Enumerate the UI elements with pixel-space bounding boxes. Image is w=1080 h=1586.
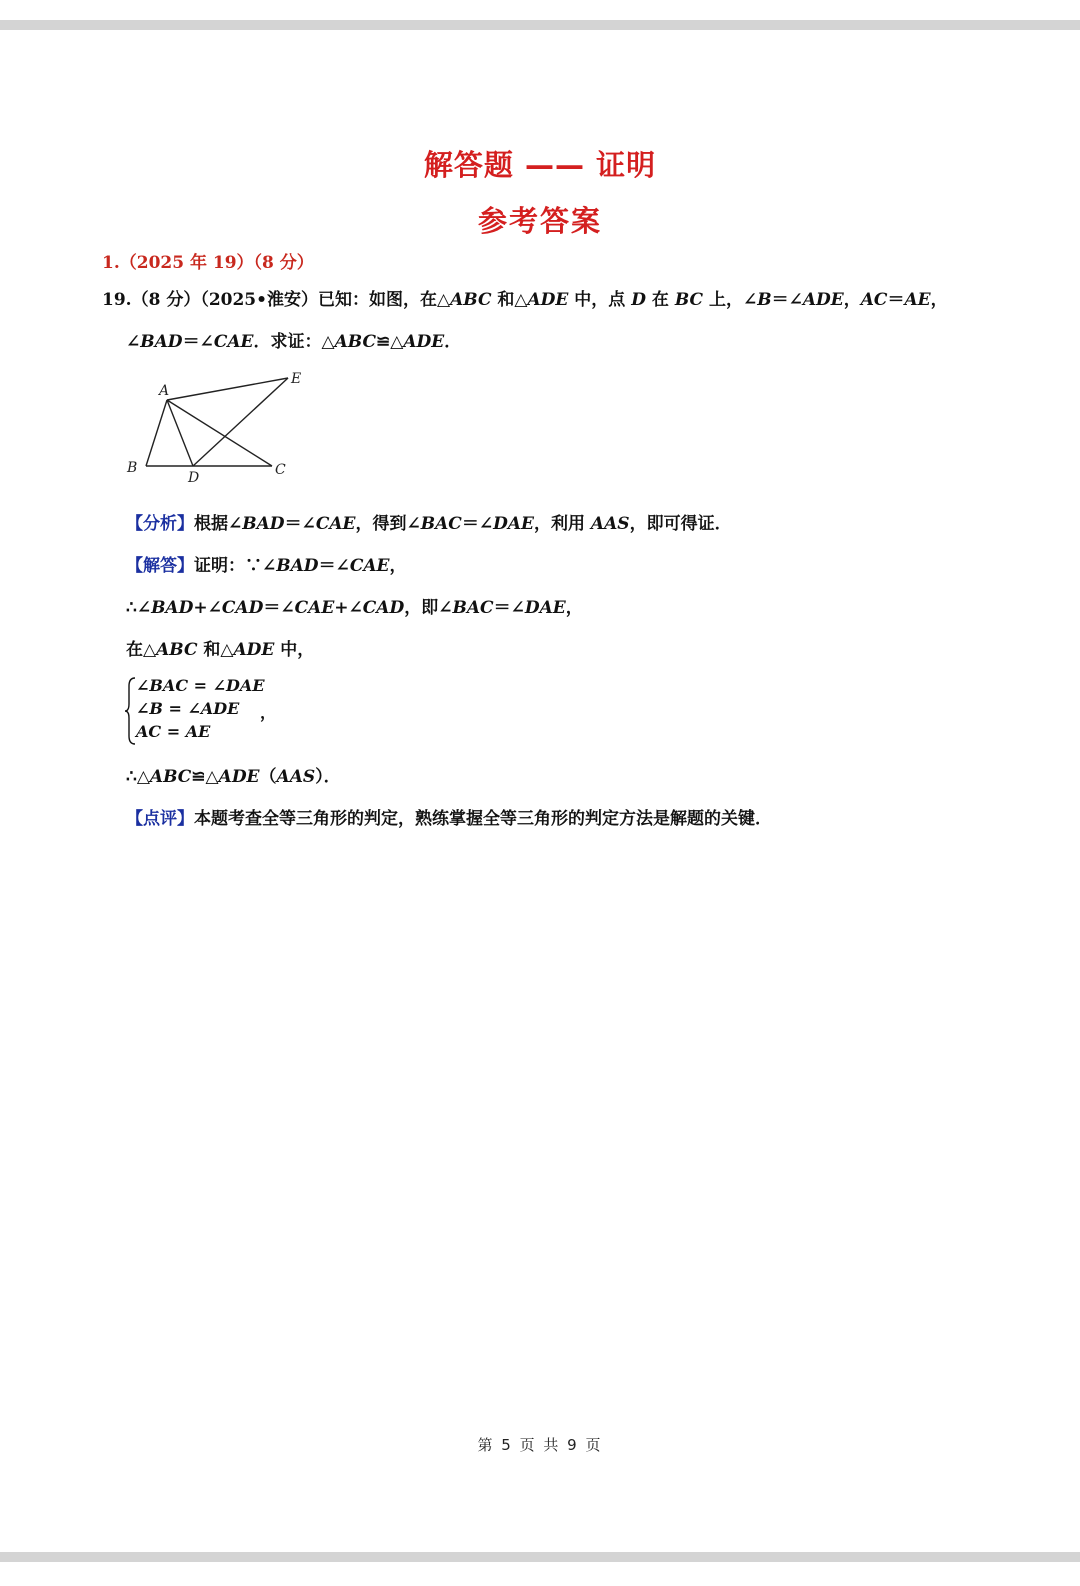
left-brace-icon bbox=[124, 676, 136, 746]
question-stem-line1: 19.（8 分）（2025•淮安）已知：如图，在△ABC 和△ADE 中，点 D 在 BC 上，∠B＝∠ADE，AC＝AE， bbox=[102, 290, 948, 310]
label-d: D bbox=[188, 470, 200, 486]
segment-ad bbox=[167, 400, 193, 466]
equation-system bbox=[124, 676, 324, 746]
solution-line1: 【解答】证明：∵∠BAD＝∠CAE， bbox=[126, 556, 407, 576]
solution-conclusion: ∴△ABC≌△ADE（AAS）． bbox=[126, 767, 341, 787]
segment-de bbox=[193, 378, 288, 466]
analysis-tag: 【分析】 bbox=[126, 514, 194, 534]
label-b: B bbox=[127, 460, 138, 476]
review-line: 【点评】本题考查全等三角形的判定，熟练掌握全等三角形的判定方法是解题的关键． bbox=[126, 809, 772, 829]
geometry-figure bbox=[120, 366, 320, 490]
system-comma: ， bbox=[260, 703, 277, 722]
solution-line3: 在△ABC 和△ADE 中， bbox=[126, 640, 315, 660]
review-tag: 【点评】 bbox=[126, 809, 194, 829]
system-row-2: ∠B = ∠ADE bbox=[136, 699, 240, 718]
label-e: E bbox=[291, 371, 302, 387]
analysis-line: 【分析】根据∠BAD＝∠CAE，得到∠BAC＝∠DAE，利用 AAS，即可得证． bbox=[126, 514, 732, 534]
system-row-1: ∠BAC = ∠DAE bbox=[136, 676, 265, 695]
solution-line2: ∴∠BAD+∠CAD＝∠CAE+∠CAD，即∠BAC＝∠DAE， bbox=[126, 598, 583, 618]
label-a: A bbox=[159, 383, 170, 399]
page-subtitle: 参考答案 bbox=[477, 204, 602, 238]
top-border bbox=[0, 20, 1080, 30]
segment-ac bbox=[167, 400, 272, 466]
question-number: 1.（2025 年 19）（8 分） bbox=[102, 253, 314, 273]
page-title: 解答题 —— 证明 bbox=[423, 148, 657, 182]
page-footer: 第 5 页 共 9 页 bbox=[477, 1436, 603, 1454]
solution-tag: 【解答】 bbox=[126, 556, 194, 576]
segment-ae bbox=[167, 378, 288, 400]
question-stem-line2: ∠BAD＝∠CAE．求证：△ABC≌△ADE． bbox=[126, 332, 462, 352]
system-row-3: AC = AE bbox=[136, 722, 211, 741]
label-c: C bbox=[275, 462, 286, 478]
bottom-border bbox=[0, 1552, 1080, 1562]
segment-ab bbox=[146, 400, 167, 466]
